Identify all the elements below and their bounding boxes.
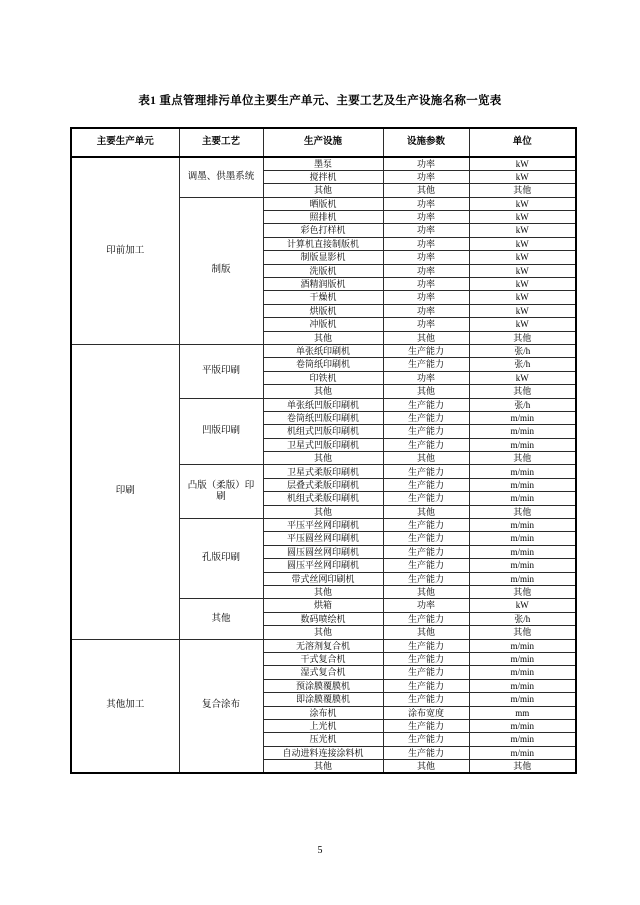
param-cell: 生产能力 xyxy=(383,344,469,357)
param-cell: 生产能力 xyxy=(383,693,469,706)
unit-of-measure-cell: m/min xyxy=(469,666,576,679)
facility-cell: 带式丝网印刷机 xyxy=(263,572,383,585)
param-cell: 功率 xyxy=(383,197,469,210)
param-cell: 其他 xyxy=(383,452,469,465)
param-cell: 生产能力 xyxy=(383,425,469,438)
facility-cell: 圆压圆丝网印刷机 xyxy=(263,545,383,558)
unit-of-measure-cell: kW xyxy=(469,371,576,384)
unit-of-measure-cell: 其他 xyxy=(469,184,576,197)
facility-cell: 烘箱 xyxy=(263,599,383,612)
table-header-row xyxy=(71,128,576,157)
param-cell: 涂布宽度 xyxy=(383,706,469,719)
process-cell: 复合涂布 xyxy=(179,639,263,773)
facility-cell: 彩色打样机 xyxy=(263,224,383,237)
facility-cell: 其他 xyxy=(263,505,383,518)
unit-of-measure-cell: kW xyxy=(469,278,576,291)
facility-cell: 涂布机 xyxy=(263,706,383,719)
facility-cell: 烘版机 xyxy=(263,304,383,317)
unit-of-measure-cell: kW xyxy=(469,157,576,170)
param-cell: 生产能力 xyxy=(383,666,469,679)
table-body xyxy=(71,157,576,773)
param-cell: 其他 xyxy=(383,331,469,344)
process-cell: 调墨、供墨系统 xyxy=(179,157,263,197)
param-cell: 功率 xyxy=(383,304,469,317)
param-cell: 其他 xyxy=(383,505,469,518)
param-cell: 功率 xyxy=(383,224,469,237)
param-cell: 生产能力 xyxy=(383,559,469,572)
unit-cell: 印刷 xyxy=(71,344,179,639)
facility-cell: 圆压平丝网印刷机 xyxy=(263,559,383,572)
unit-of-measure-cell: m/min xyxy=(469,572,576,585)
unit-of-measure-cell: m/min xyxy=(469,693,576,706)
unit-of-measure-cell: 其他 xyxy=(469,452,576,465)
param-cell: 生产能力 xyxy=(383,679,469,692)
facility-cell: 机组式柔版印刷机 xyxy=(263,492,383,505)
param-cell: 生产能力 xyxy=(383,545,469,558)
param-cell: 功率 xyxy=(383,371,469,384)
unit-of-measure-cell: kW xyxy=(469,211,576,224)
unit-of-measure-cell: 张/h xyxy=(469,612,576,625)
process-cell: 凹版印刷 xyxy=(179,398,263,465)
page-number: 5 xyxy=(317,845,323,856)
param-cell: 功率 xyxy=(383,157,469,170)
facility-cell: 搅拌机 xyxy=(263,170,383,183)
column-header-measure: 单位 xyxy=(469,128,576,157)
param-cell: 生产能力 xyxy=(383,398,469,411)
unit-of-measure-cell: m/min xyxy=(469,411,576,424)
unit-of-measure-cell: kW xyxy=(469,197,576,210)
unit-of-measure-cell: 其他 xyxy=(469,586,576,599)
facility-cell: 制版显影机 xyxy=(263,251,383,264)
facility-cell: 单张纸凹版印刷机 xyxy=(263,398,383,411)
unit-of-measure-cell: kW xyxy=(469,304,576,317)
process-cell: 制版 xyxy=(179,197,263,344)
param-cell: 生产能力 xyxy=(383,478,469,491)
unit-of-measure-cell: 张/h xyxy=(469,344,576,357)
unit-cell: 印前加工 xyxy=(71,157,179,344)
unit-of-measure-cell: 其他 xyxy=(469,626,576,639)
unit-of-measure-cell: kW xyxy=(469,264,576,277)
unit-of-measure-cell: kW xyxy=(469,237,576,250)
param-cell: 生产能力 xyxy=(383,719,469,732)
unit-of-measure-cell: m/min xyxy=(469,478,576,491)
unit-cell: 其他加工 xyxy=(71,639,179,773)
facility-cell: 墨泵 xyxy=(263,157,383,170)
facility-cell: 卷筒纸印刷机 xyxy=(263,358,383,371)
param-cell: 生产能力 xyxy=(383,411,469,424)
unit-of-measure-cell: m/min xyxy=(469,465,576,478)
process-cell: 平版印刷 xyxy=(179,344,263,398)
unit-of-measure-cell: 其他 xyxy=(469,331,576,344)
unit-of-measure-cell: mm xyxy=(469,706,576,719)
unit-of-measure-cell: 张/h xyxy=(469,398,576,411)
facility-cell: 压光机 xyxy=(263,733,383,746)
unit-of-measure-cell: m/min xyxy=(469,425,576,438)
param-cell: 功率 xyxy=(383,170,469,183)
param-cell: 功率 xyxy=(383,237,469,250)
facility-cell: 其他 xyxy=(263,760,383,773)
unit-of-measure-cell: m/min xyxy=(469,652,576,665)
unit-of-measure-cell: m/min xyxy=(469,746,576,759)
param-cell: 功率 xyxy=(383,278,469,291)
facility-cell: 其他 xyxy=(263,385,383,398)
unit-of-measure-cell: 其他 xyxy=(469,760,576,773)
unit-of-measure-cell: m/min xyxy=(469,532,576,545)
param-cell: 生产能力 xyxy=(383,733,469,746)
column-header-facility: 生产设施 xyxy=(263,128,383,157)
param-cell: 生产能力 xyxy=(383,492,469,505)
param-cell: 生产能力 xyxy=(383,438,469,451)
unit-of-measure-cell: m/min xyxy=(469,719,576,732)
unit-of-measure-cell: m/min xyxy=(469,519,576,532)
unit-of-measure-cell: m/min xyxy=(469,639,576,652)
table-title: 表1 重点管理排污单位主要生产单元、主要工艺及生产设施名称一览表 xyxy=(138,95,502,107)
param-cell: 生产能力 xyxy=(383,532,469,545)
facility-cell: 其他 xyxy=(263,331,383,344)
facility-cell: 无溶剂复合机 xyxy=(263,639,383,652)
param-cell: 生产能力 xyxy=(383,358,469,371)
facility-cell: 其他 xyxy=(263,184,383,197)
column-header-process: 主要工艺 xyxy=(179,128,263,157)
param-cell: 生产能力 xyxy=(383,639,469,652)
facility-cell: 卫星式柔版印刷机 xyxy=(263,465,383,478)
unit-of-measure-cell: m/min xyxy=(469,492,576,505)
table-row xyxy=(71,344,576,357)
facility-cell: 照排机 xyxy=(263,211,383,224)
column-header-unit: 主要生产单元 xyxy=(71,128,179,157)
facility-cell: 平压圆丝网印刷机 xyxy=(263,532,383,545)
facility-cell: 预涂膜覆膜机 xyxy=(263,679,383,692)
facility-cell: 冲版机 xyxy=(263,318,383,331)
unit-of-measure-cell: m/min xyxy=(469,733,576,746)
unit-of-measure-cell: m/min xyxy=(469,679,576,692)
param-cell: 其他 xyxy=(383,626,469,639)
facility-cell: 其他 xyxy=(263,586,383,599)
param-cell: 其他 xyxy=(383,586,469,599)
unit-of-measure-cell: m/min xyxy=(469,438,576,451)
facility-cell: 单张纸印刷机 xyxy=(263,344,383,357)
process-cell: 孔版印刷 xyxy=(179,519,263,599)
param-cell: 其他 xyxy=(383,760,469,773)
facility-cell: 其他 xyxy=(263,626,383,639)
facility-cell: 酒精润版机 xyxy=(263,278,383,291)
column-header-parameter: 设施参数 xyxy=(383,128,469,157)
facility-cell: 数码喷绘机 xyxy=(263,612,383,625)
param-cell: 生产能力 xyxy=(383,465,469,478)
param-cell: 功率 xyxy=(383,291,469,304)
facility-cell: 上光机 xyxy=(263,719,383,732)
facility-cell: 平压平丝网印刷机 xyxy=(263,519,383,532)
param-cell: 其他 xyxy=(383,385,469,398)
process-cell: 凸版（柔版）印刷 xyxy=(179,465,263,519)
unit-of-measure-cell: 张/h xyxy=(469,358,576,371)
facility-cell: 层叠式柔版印刷机 xyxy=(263,478,383,491)
unit-of-measure-cell: kW xyxy=(469,599,576,612)
unit-of-measure-cell: kW xyxy=(469,251,576,264)
param-cell: 生产能力 xyxy=(383,612,469,625)
facility-cell: 干燥机 xyxy=(263,291,383,304)
table-row xyxy=(71,157,576,170)
facilities-table xyxy=(70,127,577,774)
facility-cell: 其他 xyxy=(263,452,383,465)
process-cell: 其他 xyxy=(179,599,263,639)
unit-of-measure-cell: m/min xyxy=(469,559,576,572)
facility-cell: 卫星式凹版印刷机 xyxy=(263,438,383,451)
param-cell: 生产能力 xyxy=(383,572,469,585)
facility-cell: 机组式凹版印刷机 xyxy=(263,425,383,438)
unit-of-measure-cell: 其他 xyxy=(469,385,576,398)
param-cell: 功率 xyxy=(383,211,469,224)
unit-of-measure-cell: kW xyxy=(469,291,576,304)
facility-cell: 洗版机 xyxy=(263,264,383,277)
facility-cell: 卷筒纸凹版印刷机 xyxy=(263,411,383,424)
facility-cell: 印铁机 xyxy=(263,371,383,384)
unit-of-measure-cell: kW xyxy=(469,170,576,183)
param-cell: 功率 xyxy=(383,251,469,264)
unit-of-measure-cell: kW xyxy=(469,224,576,237)
param-cell: 生产能力 xyxy=(383,652,469,665)
facility-cell: 自动进料连接涂料机 xyxy=(263,746,383,759)
unit-of-measure-cell: 其他 xyxy=(469,505,576,518)
facility-cell: 湿式复合机 xyxy=(263,666,383,679)
param-cell: 功率 xyxy=(383,318,469,331)
facility-cell: 即涂膜覆膜机 xyxy=(263,693,383,706)
facility-cell: 干式复合机 xyxy=(263,652,383,665)
facility-cell: 晒版机 xyxy=(263,197,383,210)
param-cell: 功率 xyxy=(383,599,469,612)
unit-of-measure-cell: kW xyxy=(469,318,576,331)
param-cell: 生产能力 xyxy=(383,746,469,759)
facility-cell: 计算机直接制版机 xyxy=(263,237,383,250)
param-cell: 生产能力 xyxy=(383,519,469,532)
table-row xyxy=(71,639,576,652)
param-cell: 其他 xyxy=(383,184,469,197)
unit-of-measure-cell: m/min xyxy=(469,545,576,558)
param-cell: 功率 xyxy=(383,264,469,277)
